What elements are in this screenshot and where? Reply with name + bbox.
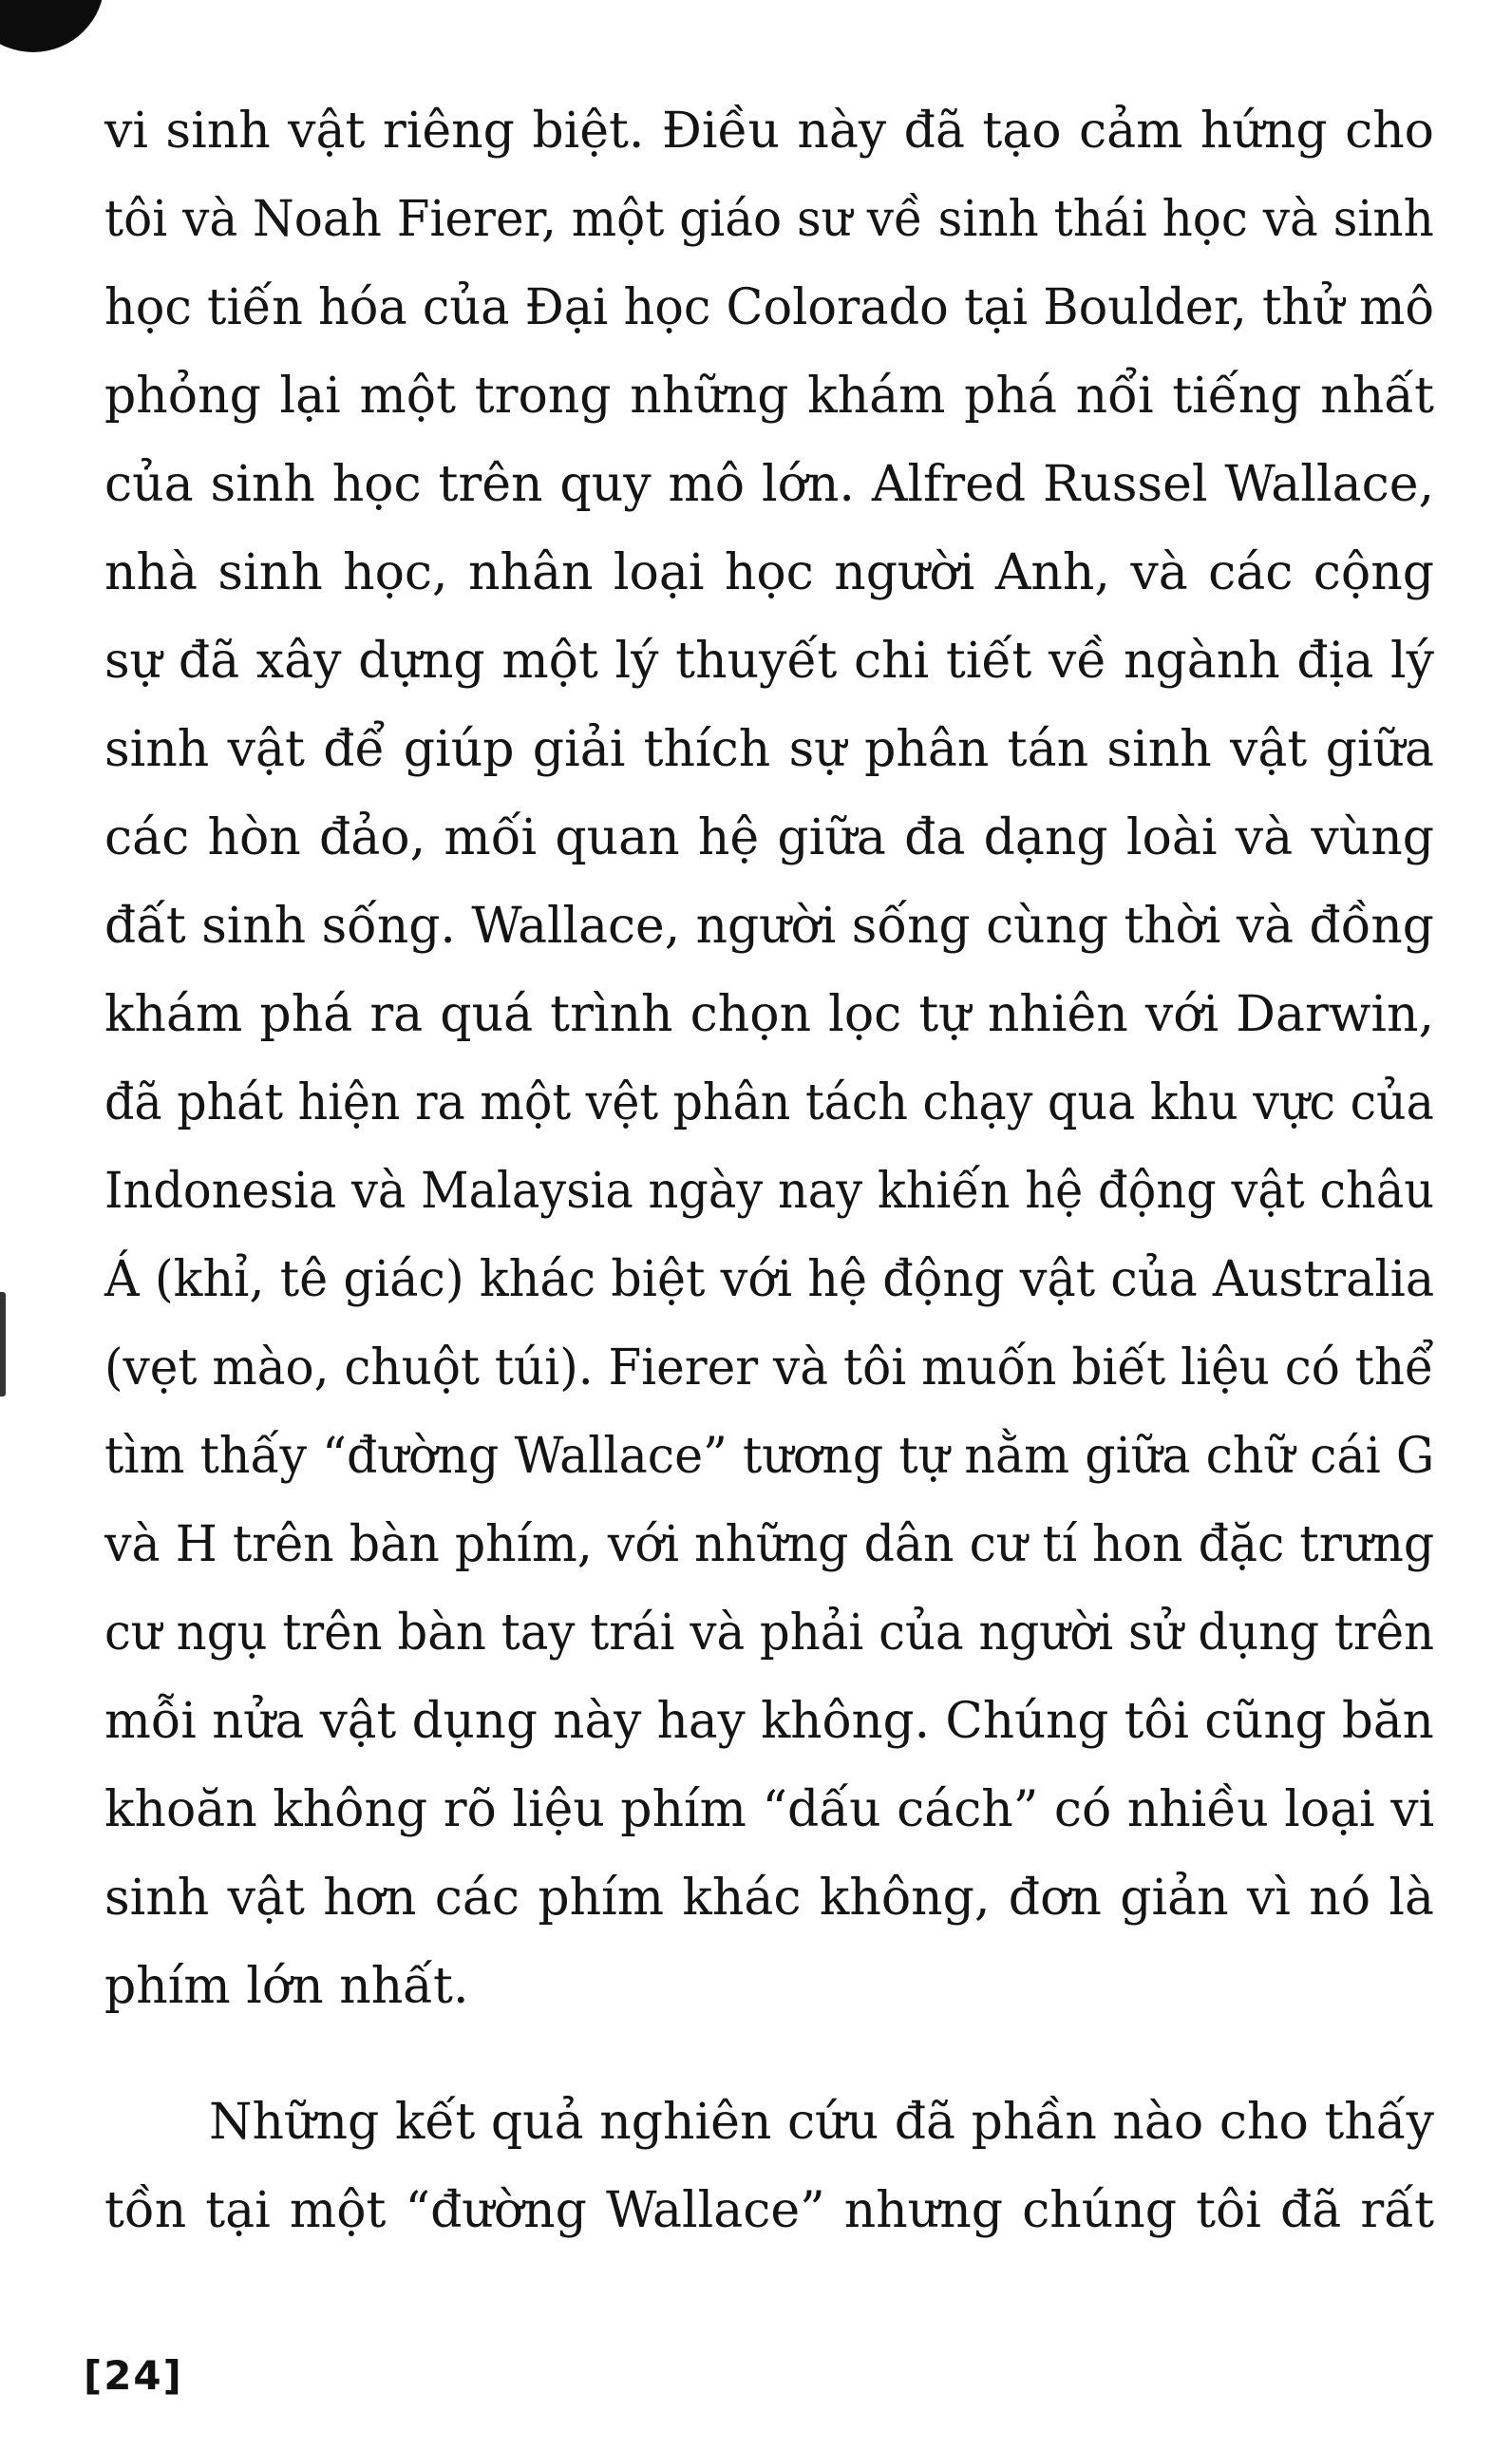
paragraph-gap — [104, 2031, 1434, 2079]
text-line: học tiến hóa của Đại học Colorado tại Boulder, thử mô — [104, 279, 1434, 336]
text-line: và H trên bàn phím, với những dân cư tí hon đặc trưng — [104, 1516, 1435, 1573]
text-line: nhà sinh học, nhân loại học người Anh, và các cộng — [104, 544, 1434, 601]
text-line: phím lớn nhất. — [104, 1958, 469, 2015]
text-line: mỗi nửa vật dụng này hay không. Chúng tôi cũng băn — [104, 1693, 1434, 1750]
text-line: Indonesia và Malaysia ngày nay khiến hệ động vật châu — [104, 1163, 1435, 1220]
text-line: đã phát hiện ra một vệt phân tách chạy qua khu vực của — [104, 1074, 1434, 1131]
text-line: khoăn không rõ liệu phím “dấu cách” có nhiều loại vi — [104, 1781, 1435, 1838]
text-line: của sinh học trên quy mô lớn. Alfred Russel Wallace, — [104, 456, 1434, 513]
page-number: [24] — [84, 2352, 183, 2399]
text-line: các hòn đảo, mối quan hệ giữa đa dạng loài và vùng — [104, 809, 1434, 866]
corner-logo — [0, 0, 104, 52]
page-edge-mark — [0, 1292, 6, 1396]
text-line: Á (khỉ, tê giác) khác biệt với hệ động vật của Australia — [104, 1251, 1435, 1308]
text-line: phỏng lại một trong những khám phá nổi tiếng nhất — [104, 368, 1434, 425]
text-line: vi sinh vật riêng biệt. Điều này đã tạo cảm hứng cho — [104, 103, 1434, 160]
text-line: khám phá ra quá trình chọn lọc tự nhiên với Darwin, — [104, 986, 1434, 1043]
text-line: sinh vật để giúp giải thích sự phân tán sinh vật giữa — [104, 721, 1434, 778]
text-line: sự đã xây dựng một lý thuyết chi tiết về ngành địa lý — [104, 633, 1434, 690]
text-line: tìm thấy “đường Wallace” tương tự nằm giữa chữ cái G — [104, 1428, 1435, 1485]
text-line: đất sinh sống. Wallace, người sống cùng thời và đồng — [104, 898, 1434, 955]
text-line: Những kết quả nghiên cứu đã phần nào cho thấy — [209, 2094, 1434, 2151]
text-line: sinh vật hơn các phím khác không, đơn giản vì nó là — [104, 1870, 1434, 1927]
text-line: tồn tại một “đường Wallace” nhưng chúng tôi đã rất — [104, 2182, 1434, 2239]
text-line: cư ngụ trên bàn tay trái và phải của người sử dụng trên — [104, 1605, 1435, 1662]
body-text — [104, 87, 1434, 2255]
text-line: tôi và Noah Fierer, một giáo sư về sinh thái học và sinh — [104, 191, 1434, 248]
text-line: (vẹt mào, chuột túi). Fierer và tôi muốn biết liệu có thể — [104, 1340, 1434, 1396]
